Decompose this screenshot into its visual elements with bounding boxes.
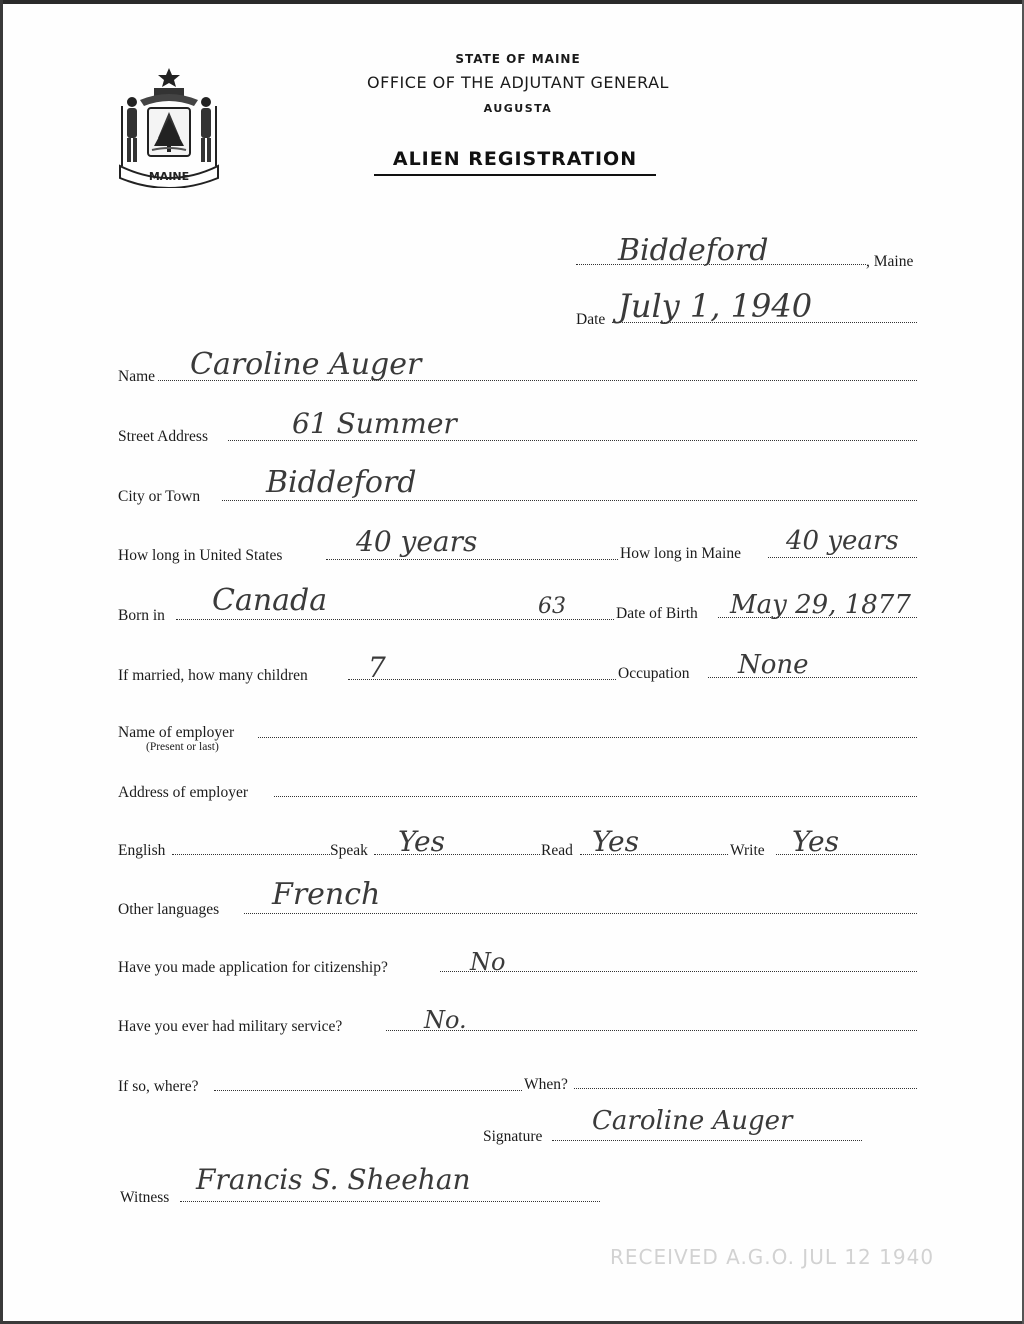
born-in-line bbox=[176, 619, 614, 620]
other-languages-label: Other languages bbox=[118, 901, 220, 918]
how-long-maine-line bbox=[768, 557, 917, 558]
maine-state-seal-icon bbox=[114, 66, 224, 188]
witness-label: Witness bbox=[120, 1189, 170, 1206]
header-state: STATE OF MAINE bbox=[455, 52, 581, 66]
when-line bbox=[574, 1088, 917, 1089]
employer-name-line bbox=[258, 737, 917, 738]
how-long-maine-value: 40 years bbox=[786, 526, 899, 556]
born-in-value: Canada bbox=[212, 583, 328, 618]
name-label: Name bbox=[118, 368, 156, 385]
occupation-label: Occupation bbox=[618, 665, 690, 682]
scan-edge-top bbox=[0, 0, 1024, 4]
how-long-us-value: 40 years bbox=[356, 525, 478, 558]
if-so-where-line bbox=[214, 1090, 522, 1091]
date-value: July 1, 1940 bbox=[618, 287, 813, 325]
employer-address-line bbox=[274, 796, 917, 797]
city-line bbox=[222, 500, 917, 501]
street-address-label: Street Address bbox=[118, 428, 208, 445]
if-so-where-label: If so, where? bbox=[118, 1078, 199, 1095]
city-label: City or Town bbox=[118, 488, 201, 505]
other-languages-line bbox=[244, 913, 917, 914]
children-line bbox=[348, 679, 616, 680]
date-label: Date bbox=[576, 311, 606, 328]
witness-line bbox=[180, 1201, 600, 1202]
citizenship-value: No bbox=[470, 948, 506, 976]
street-address-line bbox=[228, 440, 917, 441]
read-value: Yes bbox=[592, 825, 639, 858]
date-of-birth-value: May 29, 1877 bbox=[730, 590, 911, 620]
write-label: Write bbox=[730, 842, 765, 859]
form-title: ALIEN REGISTRATION bbox=[392, 148, 638, 170]
write-value: Yes bbox=[792, 825, 839, 858]
speak-label: Speak bbox=[330, 842, 368, 859]
speak-value: Yes bbox=[398, 825, 445, 858]
signature-label: Signature bbox=[483, 1128, 543, 1145]
employer-address-label: Address of employer bbox=[118, 784, 248, 801]
how-long-maine-label: How long in Maine bbox=[620, 545, 741, 562]
witness-value: Francis S. Sheehan bbox=[196, 1163, 471, 1196]
signature-value: Caroline Auger bbox=[592, 1106, 793, 1136]
scan-edge-left bbox=[0, 0, 3, 1324]
street-address-value: 61 Summer bbox=[292, 407, 457, 440]
signature-line bbox=[552, 1140, 862, 1141]
svg-text:MAINE: MAINE bbox=[148, 170, 190, 183]
header-office: OFFICE OF THE ADJUTANT GENERAL bbox=[367, 73, 669, 92]
born-in-label: Born in bbox=[118, 607, 165, 624]
military-value: No. bbox=[424, 1006, 467, 1034]
title-underline bbox=[374, 174, 656, 176]
children-value: 7 bbox=[368, 651, 386, 684]
citizenship-label: Have you made application for citizenship? bbox=[118, 959, 388, 976]
employer-name-label: Name of employer bbox=[118, 724, 235, 741]
children-label: If married, how many children bbox=[118, 667, 308, 684]
age-value: 63 bbox=[538, 594, 566, 619]
town-value: Biddeford bbox=[618, 233, 769, 268]
header-city: AUGUSTA bbox=[483, 102, 553, 115]
how-long-us-label: How long in United States bbox=[118, 547, 283, 564]
date-of-birth-label: Date of Birth bbox=[616, 605, 698, 622]
how-long-us-line bbox=[326, 559, 618, 560]
other-languages-value: French bbox=[272, 877, 381, 912]
when-label: When? bbox=[524, 1076, 568, 1093]
maine-label: , Maine bbox=[866, 253, 914, 270]
employer-note: (Present or last) bbox=[146, 741, 219, 753]
english-label: English bbox=[118, 842, 166, 859]
city-value: Biddeford bbox=[266, 465, 417, 500]
received-stamp: RECEIVED A.G.O. JUL 12 1940 bbox=[610, 1245, 935, 1269]
name-value: Caroline Auger bbox=[190, 347, 422, 382]
military-label: Have you ever had military service? bbox=[118, 1018, 343, 1035]
citizenship-line bbox=[440, 971, 917, 972]
read-label: Read bbox=[541, 842, 573, 859]
english-line bbox=[172, 854, 330, 855]
occupation-value: None bbox=[738, 650, 809, 680]
